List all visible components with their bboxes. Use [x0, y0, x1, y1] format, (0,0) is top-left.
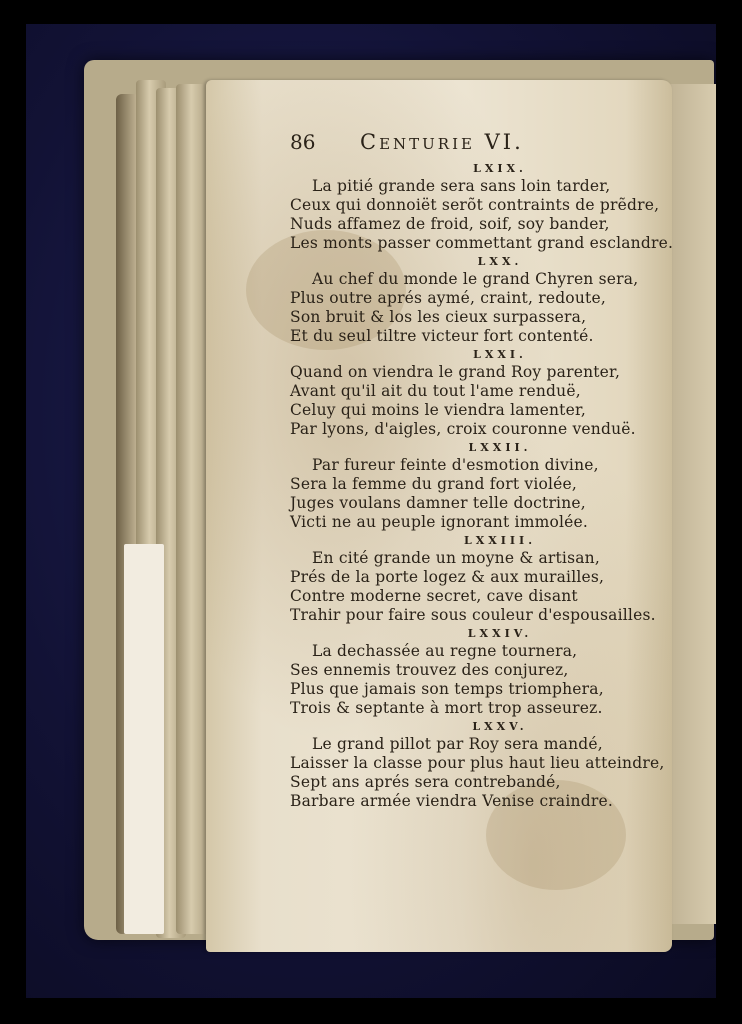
verse-line: Trahir pour faire sous couleur d'espousailles. — [290, 606, 656, 624]
verse-line: Contre moderne secret, cave disant — [290, 587, 578, 605]
verse-line: Les monts passer commettant grand esclandre. — [290, 234, 674, 252]
quatrain-numeral: LXXII. — [468, 441, 532, 454]
quatrain — [290, 532, 670, 625]
verse-line: Nuds affamez de froid, soif, soy bander, — [290, 215, 610, 233]
quatrain — [290, 346, 670, 439]
quatrain — [290, 439, 670, 532]
verse-line: Quand on viendra le grand Roy parenter, — [290, 363, 621, 381]
quatrain-numeral: LXX. — [477, 255, 523, 268]
photograph-backdrop — [26, 24, 716, 998]
quatrain-numeral: LXXIII. — [463, 534, 537, 547]
inserted-leaf — [124, 544, 164, 934]
verse-line: Laisser la classe pour plus haut lieu atteindre, — [290, 754, 665, 772]
verse-line: Le grand pillot par Roy sera mandé, — [312, 735, 603, 753]
page-edges — [176, 84, 210, 934]
verse-line: Par fureur feinte d'esmotion divine, — [312, 456, 599, 474]
verse-line: Juges voulans damner telle doctrine, — [290, 494, 586, 512]
page-number: 86 — [290, 130, 316, 154]
verse-line: Barbare armée viendra Venise craindre. — [290, 792, 613, 810]
verse-line: La pitié grande sera sans loin tarder, — [312, 177, 611, 195]
quatrain-numeral: LXXIV. — [467, 627, 533, 640]
verse-line: En cité grande un moyne & artisan, — [312, 549, 600, 567]
facing-page-edge — [666, 84, 716, 924]
verse-line: Trois & septante à mort trop asseurez. — [290, 699, 603, 717]
quatrain-numeral: LXIX. — [473, 162, 527, 175]
quatrain-numeral: LXXI. — [473, 348, 527, 361]
quatrain — [290, 160, 674, 253]
verse-line: Prés de la porte logez & aux murailles, — [290, 568, 605, 586]
page-header — [290, 130, 670, 160]
verse-line: Ses ennemis trouvez des conjurez, — [290, 661, 569, 679]
verse-line: La dechassée au regne tournera, — [312, 642, 578, 660]
verse-line: Ceux qui donnoiët serõt contraints de prẽdre, — [290, 196, 660, 214]
verse-line: Celuy qui moins le viendra lamenter, — [290, 401, 587, 419]
verse-line: Et du seul tiltre victeur fort contenté. — [290, 327, 594, 345]
verse-line: Sera la femme du grand fort violée, — [290, 475, 578, 493]
quatrain — [290, 625, 670, 718]
verse-line: Victi ne au peuple ignorant immolée. — [290, 513, 589, 531]
quatrain — [290, 253, 670, 346]
verse-line: Sept ans aprés sera contrebandé, — [290, 773, 561, 791]
verse-line: Plus que jamais son temps triomphera, — [290, 680, 604, 698]
verse-line: Plus outre aprés aymé, craint, redoute, — [290, 289, 606, 307]
running-head: Centurie VI. — [360, 130, 524, 154]
verse-line: Au chef du monde le grand Chyren sera, — [312, 270, 639, 288]
page-text — [290, 130, 674, 811]
book-page — [206, 80, 672, 952]
quatrain-numeral: LXXV. — [472, 720, 528, 733]
quatrain — [290, 718, 670, 811]
verse-line: Son bruit & los les cieux surpassera, — [290, 308, 587, 326]
verse-line: Avant qu'il ait du tout l'ame renduë, — [290, 382, 581, 400]
verse-line: Par lyons, d'aigles, croix couronne venduë. — [290, 420, 636, 438]
